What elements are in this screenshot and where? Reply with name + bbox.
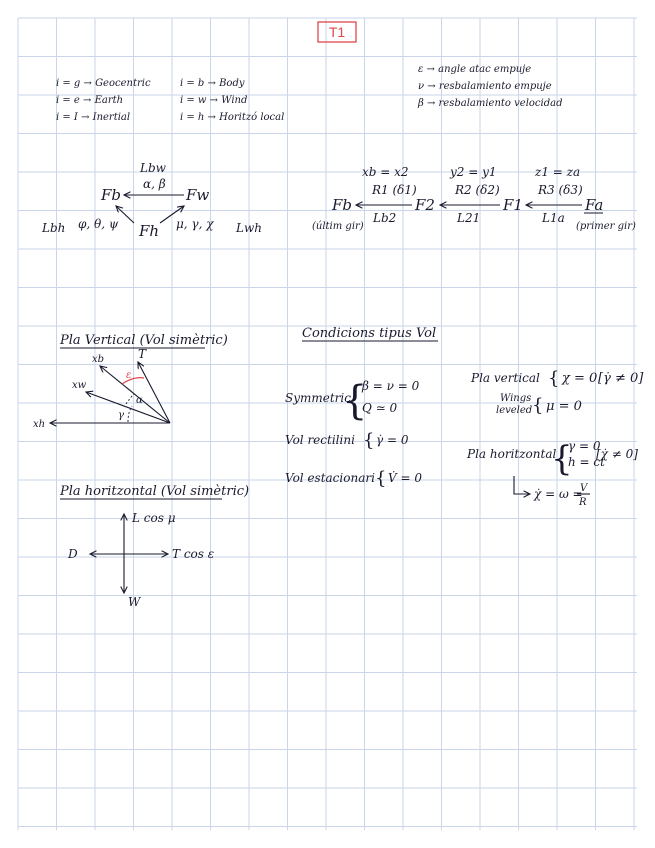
node-fa: Fa [585,196,604,214]
label-r3: R3 (δ3) [538,183,583,197]
label-xw: xw [72,380,87,391]
graph-paper-grid [18,18,637,830]
wings-label-1: Wings [500,393,532,404]
stationary-brace: { [375,468,387,489]
rotation-chain-diagram [312,165,636,232]
vertical-plane-eq: χ = 0 [562,371,598,386]
note-first-rotation: (primer gir) [576,221,636,232]
turn-eq-denominator: R [579,497,587,508]
legend-earth: i = e → Earth [56,95,124,106]
flight-conditions-section [285,326,644,508]
turn-arrow [514,476,530,494]
page-title [318,22,356,42]
rectilinear-label: Vol rectilini [285,433,355,447]
label-lbw: Lbw [140,161,166,175]
node-fb: Fb [101,186,122,204]
label-l21: L21 [457,211,481,225]
rectilinear-brace: { [363,430,375,451]
legend-geocentric: i = g → Geocentric [56,78,151,89]
label-r2: R2 (δ2) [455,183,500,197]
horizontal-plane-note: [χ̇ ≠ 0] [596,447,638,461]
label-alpha: α [136,395,143,406]
vertical-plane-note: [γ̇ ≠ 0] [598,371,644,386]
label-drag: D [68,547,78,561]
axis-thrust [138,362,170,423]
node-fh: Fh [139,222,160,240]
label-lift: L cos μ [132,511,176,525]
frames-legend [56,78,284,123]
title-text: T1 [328,24,346,40]
label-xh: xh [33,419,46,430]
note-last-rotation: (últim gir) [312,221,364,232]
wings-label-2: leveled [496,405,533,416]
stationary-label: Vol estacionari [285,471,375,485]
label-epsilon: ε [126,370,132,381]
frames-triangle-diagram [41,161,262,240]
node-f2: F2 [415,196,435,214]
symmetric-brace: { [342,378,368,424]
vertical-plane-label: Pla vertical [471,371,540,385]
label-alpha-beta: α, β [143,177,166,191]
label-t: T [138,347,147,361]
legend-epsilon: ε → angle atac empuje [418,64,532,75]
legend-nu: ν → resbalamiento empuje [418,81,552,92]
vertical-plane-diagram [33,333,228,430]
wings-eq: μ = 0 [546,399,582,414]
legend-wind: i = w → Wind [180,95,248,106]
eq-xb-x2: xb = x2 [362,165,409,179]
axis-xw [86,392,170,423]
label-lb2: Lb2 [373,211,397,225]
symmetric-eq-1: β = ν = 0 [362,379,420,393]
symmetric-eq-2: Q ≃ 0 [362,401,398,415]
wings-brace: { [532,395,544,416]
symmetric-label: Symmetric [285,391,351,405]
eq-z1-za: z1 = za [535,165,581,179]
legend-inertial: i = I → Inertial [56,112,131,123]
label-lwh: Lwh [236,221,262,235]
conditions-title: Condicions tipus Vol [302,326,437,341]
horizontal-plane-eq-1: γ = 0 [568,439,601,453]
turn-eq-lhs: χ̇ = ω = [534,487,583,501]
label-weight: W [128,595,141,609]
label-thrust: T cos ε [172,547,215,561]
legend-body: i = b → Body [180,78,245,89]
stationary-eq: V̇ = 0 [388,471,422,485]
label-euler-angles: φ, θ, ψ [78,217,119,231]
label-wind-angles: μ, γ, χ [176,217,214,231]
label-xb: xb [92,354,105,365]
node-fw: Fw [186,186,210,204]
horizontal-plane-eq-2: h = ct [568,455,605,469]
legend-local-horizon: i = h → Horitzó local [180,112,285,123]
turn-eq-numerator: V [580,483,588,494]
label-lbh: Lbh [42,221,66,235]
axis-xb [100,366,170,423]
horizontal-plane-label: Pla horitzontal [467,447,557,461]
horizontal-plane-brace: { [551,439,573,479]
horizontal-plane-title: Pla horitzontal (Vol simètric) [60,484,250,499]
node-f1: F1 [503,196,523,214]
vertical-plane-title: Pla Vertical (Vol simètric) [60,333,228,348]
legend-beta: β → resbalamiento velocidad [418,98,563,109]
label-gamma: γ [118,410,124,421]
label-r1: R1 (δ1) [372,183,417,197]
arrow-fh-to-fb [116,206,134,223]
label-l1a: L1a [542,211,565,225]
eq-y2-y1: y2 = y1 [450,165,497,179]
angles-legend [417,64,562,109]
vertical-plane-brace: { [548,368,560,389]
rectilinear-eq: γ̇ = 0 [376,433,409,447]
node-fb-chain: Fb [332,196,353,214]
horizontal-plane-diagram [59,484,249,609]
